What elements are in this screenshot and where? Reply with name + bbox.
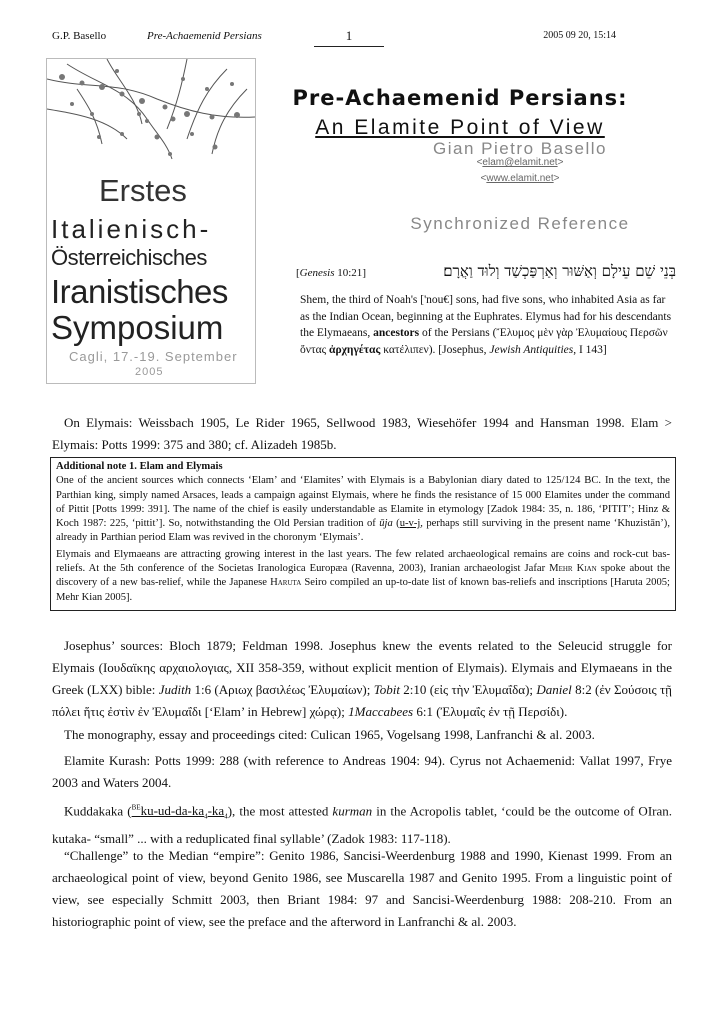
kuddakaka-paragraph xyxy=(52,797,672,850)
poster-line-italienisch: Italienisch- xyxy=(51,214,212,244)
note-title: Additional note 1. Elam and Elymais xyxy=(56,461,223,472)
kudd-kurman: kurman xyxy=(332,803,373,819)
poster-line-symposium: Symposium xyxy=(51,309,224,346)
paper-author: Gian Pietro Basello xyxy=(432,139,608,158)
note-p1-c: , perhaps still surviving in the present name ‘Khuzistān’), already in Parthian period Elam was revived in the choronym ‘Elymais’. xyxy=(56,518,670,544)
quote-italic-title: Jewish Antiquities xyxy=(489,343,574,356)
quote-text-b: of the Persians (Ἔλυμος μὲν γὰρ Ἐλυμαίους Περσῶν ὄντας xyxy=(300,327,668,356)
jos-judith: Judith xyxy=(158,682,192,697)
poster-line-iranistisches: Iranistisches xyxy=(51,273,228,310)
genesis-hebrew-text: בְּנֵי שֵׁם עֵילָם וְאַשּׁוּר וְאַרְפַּכְשַׁד וְלוּד וַאֲרָם׃ xyxy=(443,262,676,280)
challenge-paragraph: “Challenge” to the Median “empire”: Genito 1986, Sancisi-Weerdenburg 1988 and 1990, Kienast 1999. From an archaeological point of view, beyond Genito 1986, see Muscarella 1987 and Genito 1995. From a linguistic point of view, see especially Schmitt 2003, then Briant 1984: 97 and Sancisi-Weerdenburg 1988: 208-210. From an historiographic point of view, see the preface and the afterword in Lanfranchi & al. 2003. xyxy=(52,848,672,929)
monograph-paragraph: The monography, essay and proceedings cited: Culican 1965, Vogelsang 1998, Lanfranchi & al. 2003. xyxy=(64,727,595,742)
jos-d: 8:2 (ἐν Σούσοις τῇ πόλει ἥτις ἐστὶν ἐν Ἐλυμαΐδι [‘Elam’ in Hebrew] χώρᾳ); xyxy=(52,682,672,719)
kudd-sup: BE xyxy=(131,804,141,812)
poster-line-osterreichisches: Österreichisches xyxy=(51,245,207,270)
jos-maccabees: 1Maccabees xyxy=(348,704,414,719)
note-paragraph-2 xyxy=(56,548,670,605)
page-number: 1 xyxy=(314,28,384,47)
additional-note-box xyxy=(50,457,676,611)
note-p1-a: One of the ancient sources which connects ‘Elam’ and ‘Elamites’ with Elymais is a Babylonian diary dated to 125/124 BC. In the text, the Parthian king, simply named Arsaces, leads a campaign against Elymais, where he finds the resistance of 15 000 Elamites under the command of Pittit [Potts 1999: 391]. The name of the chief is easily understandable as Elamite in etymology [Zadok 1984: 35, n. 186, ‘PITIT’; Hinz & Koch 1987: 225, ‘pittit’]. So, notwithstanding the Old Persian tradition of xyxy=(56,475,670,530)
header-author: G.P. Basello xyxy=(52,30,107,42)
kudd-d: ), the most attested xyxy=(227,803,333,819)
kudd-c: -ka xyxy=(207,803,225,819)
poster-year: 2005 xyxy=(135,366,164,378)
note-p1-b: ( xyxy=(392,518,400,530)
kudd-sub1: 4 xyxy=(204,812,208,821)
josephus-sources-paragraph xyxy=(52,635,672,723)
note-uvj: u-v-j xyxy=(399,518,421,530)
symposium-poster xyxy=(46,58,256,384)
kudd-transliteration xyxy=(131,803,228,821)
note-p2-b: spoke about the discovery of a new bas-relief, while the Japanese xyxy=(56,563,670,589)
kudd-sub2: 4 xyxy=(224,812,228,821)
page-header xyxy=(52,28,672,48)
josephus-quote xyxy=(300,292,672,358)
author-website: <www.elamit.net> xyxy=(480,173,560,184)
kudd-e: in the Acropolis tablet, ‘could be the outcome of OIran. kutaka- “small” ... with a reduplicated final syllable’ (Zadok 1983: 117-118). xyxy=(52,803,673,846)
genesis-ref-label: [Genesis 10:21] xyxy=(296,267,366,279)
author-email-link[interactable]: elam@elamit.net xyxy=(482,157,558,168)
elymais-paragraph: On Elymais: Weissbach 1905, Le Rider 1965, Sellwood 1983, Wiesehöfer 1994 and Hansman 1998. Elam > Elymais: Potts 1999: 375 and 380; cf. Alizadeh 1985b. xyxy=(52,415,672,452)
poster-place-dates: Cagli, 17.-19. September xyxy=(69,349,238,364)
genesis-verse: 10:21 xyxy=(337,267,363,279)
poster-line-erstes: Erstes xyxy=(99,173,187,208)
quote-text-d: , I 143] xyxy=(573,343,607,356)
jos-e: 6:1 (Ἐλυμαΐς ἐν τῇ Περσίδι). xyxy=(413,704,568,719)
quote-greek-bold: ἀρχηγέτας xyxy=(329,343,381,356)
kurash-paragraph: Elamite Kurash: Potts 1999: 288 (with reference to Andreas 1904: 94). Cyrus not Achaemenid: Vallat 1997, Frye 2003 and Waters 2004. xyxy=(52,753,672,790)
quote-text-c: κατέλιπεν). [Josephus, xyxy=(380,343,490,356)
author-email: <elam@elamit.net> xyxy=(476,157,564,168)
kudd-a: Kuddakaka ( xyxy=(64,803,132,819)
jos-b: 1:6 (Αριωχ βασιλέως Ἐλυμαίων); xyxy=(191,682,374,697)
genesis-book: Genesis xyxy=(299,267,335,279)
note-p2-a: Elymais and Elymaeans are attracting growing interest in the last years. The few related archaeological remains are coins and rock-cut bas-reliefs. At the 5th conference of the Societas Iranologica Europæa (Ravenna, 2003), Iranian archaeologist Jafar xyxy=(56,548,670,575)
genesis-reference xyxy=(296,262,676,286)
paper-subtitle: An Elamite Point of View xyxy=(315,116,605,139)
note-uja: ūja xyxy=(379,518,393,530)
note-paragraph-1 xyxy=(56,474,670,545)
kudd-b: ku-ud-da-ka xyxy=(140,803,205,819)
jos-tobit: Tobit xyxy=(373,682,400,697)
header-datetime: 2005 09 20, 15:14 xyxy=(543,30,616,41)
note-p2-c: Seiro compiled an up-to-date list of known bas-reliefs and inscriptions [Haruta 2005; Mehr Kian 2005]. xyxy=(56,577,670,603)
jos-daniel: Daniel xyxy=(536,682,572,697)
tree-branches-illustration xyxy=(47,59,255,179)
quote-text-a: Shem, the third of Noah's ['nou€] sons, had five sons, who inhabited Asia as far as the Indian Ocean, beginning at the Euphrates. Elymus had for his descendants the Elymaeans, xyxy=(300,294,672,339)
quote-bold-ancestors: ancestors xyxy=(373,327,420,339)
section-heading: Synchronized Reference xyxy=(410,214,630,233)
paper-title: Pre-Achaemenid Persians: xyxy=(292,86,628,110)
jos-a: Josephus’ sources: Bloch 1879; Feldman 1998. Josephus knew the events related to the Seleucid struggle for Elymais (Ιουδαϊκης αρχαιολογιας, XII 358-359, without explicit mention of Elymais). Elymais and Elymaeans in the Greek (LXX) bible: xyxy=(52,638,672,697)
header-running-title: Pre-Achaemenid Persians xyxy=(147,30,262,42)
note-mehr-kian: Mehr Kian xyxy=(549,563,597,575)
author-website-link[interactable]: www.elamit.net xyxy=(486,173,554,184)
jos-c: 2:10 (εἰς τὴν Ἐλυμαΐδα); xyxy=(399,682,537,697)
note-haruta: Haruta xyxy=(270,577,302,589)
